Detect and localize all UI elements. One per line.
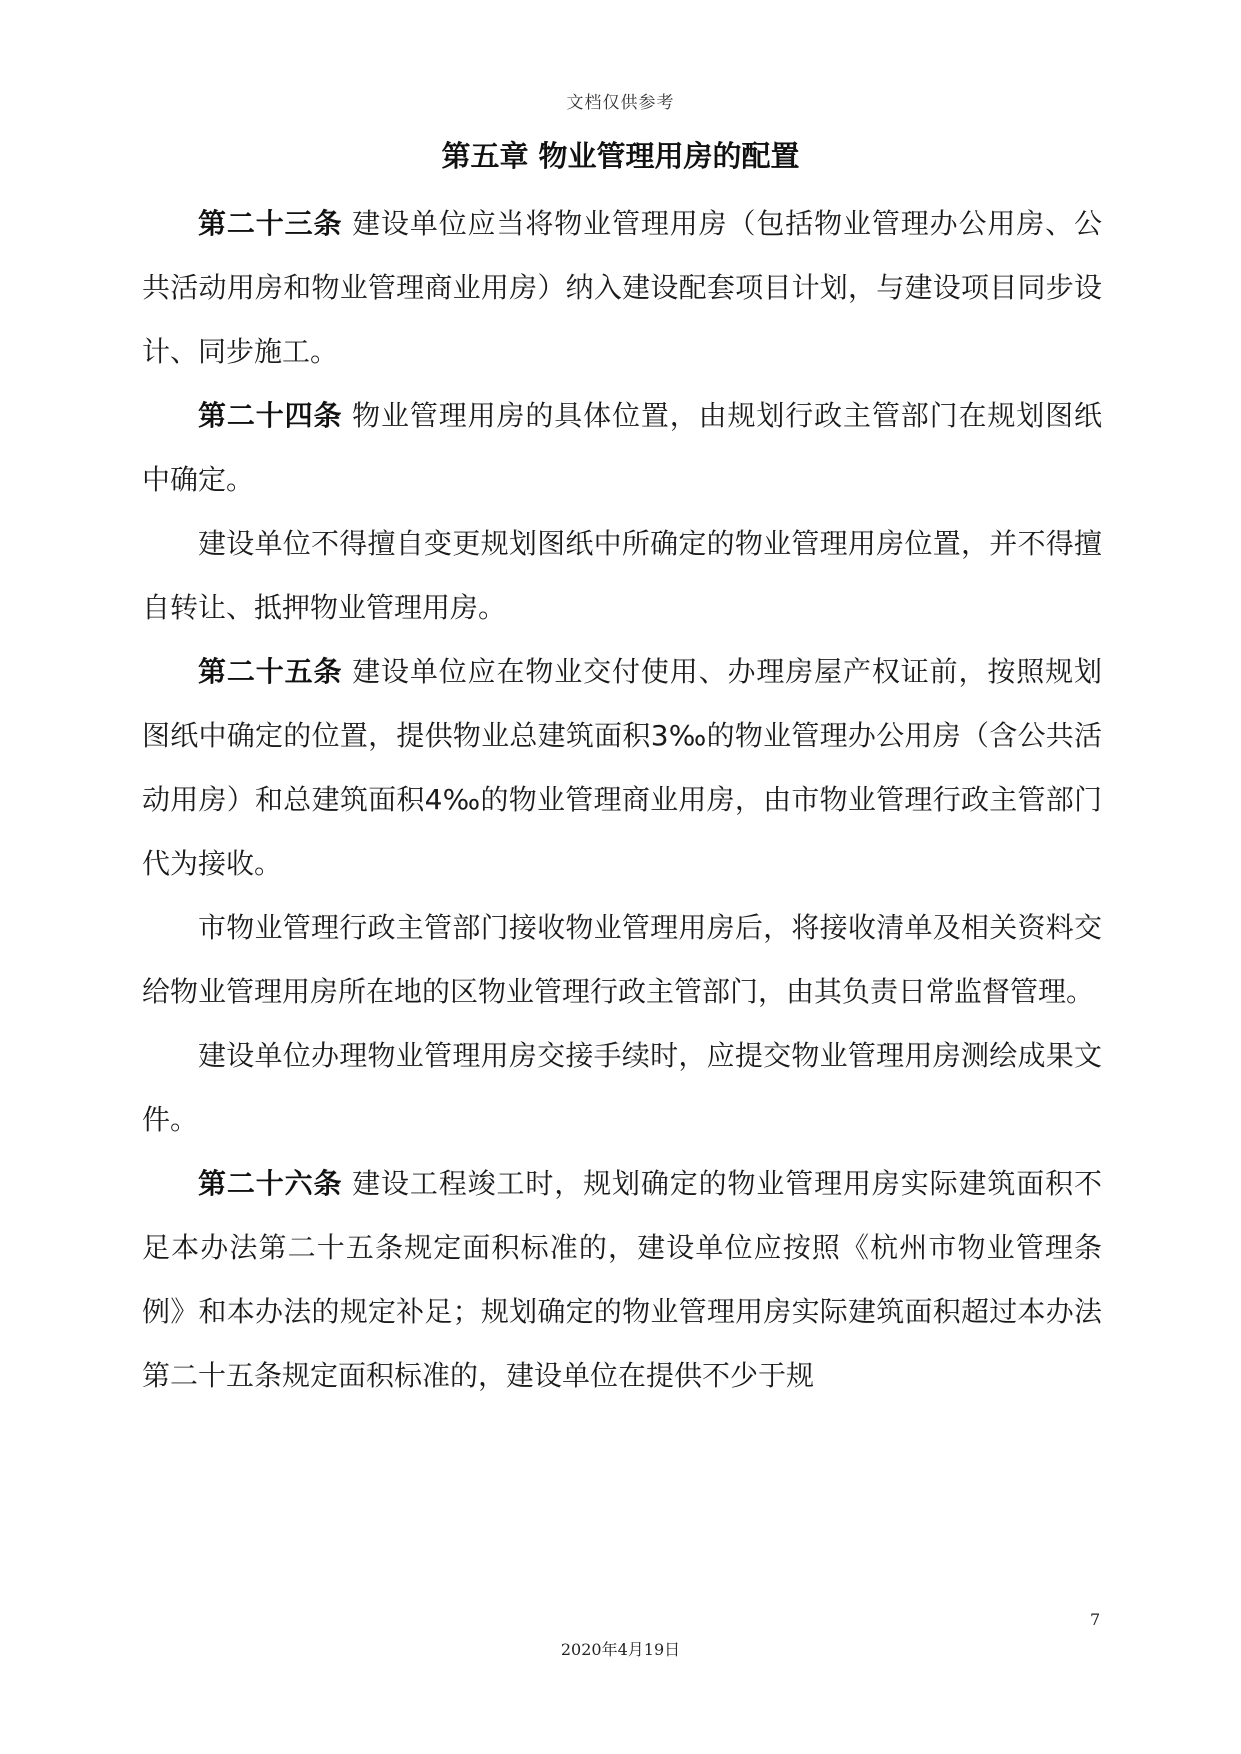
paragraph-article-26 [142,1152,1102,1408]
footer-date: 2020年4月19日 [560,1640,681,1659]
paragraph-article-23 [142,192,1102,384]
paragraph-text: 物业管理用房的具体位置，由规划行政主管部门在规划图纸中确定。 [142,399,1102,496]
paragraph-article-24-clause-2 [142,512,1102,640]
paragraph-text: 建设单位办理物业管理用房交接手续时，应提交物业管理用房测绘成果文件。 [142,1039,1102,1136]
paragraph-article-25-clause-2 [142,896,1102,1024]
page-number: 7 [1090,1610,1101,1629]
paragraph-article-25-clause-3 [142,1024,1102,1152]
paragraph-article-24 [142,384,1102,512]
article-number: 第二十六条 [198,1167,343,1200]
article-number: 第二十三条 [198,207,343,240]
paragraph-text: 市物业管理行政主管部门接收物业管理用房后，将接收清单及相关资料交给物业管理用房所在地的区物业管理行政主管部门，由其负责日常监督管理。 [142,911,1102,1008]
article-number: 第二十四条 [198,399,343,432]
article-number: 第二十五条 [198,655,343,688]
chapter-title: 第五章 物业管理用房的配置 [441,139,800,173]
paragraph-text: 建设单位应在物业交付使用、办理房屋产权证前，按照规划图纸中确定的位置，提供物业总建筑面积3‰的物业管理办公用房（含公共活动用房）和总建筑面积4‰的物业管理商业用房，由市物业管理行政主管部门代为接收。 [142,655,1102,880]
paragraph-text: 建设单位应当将物业管理用房（包括物业管理办公用房、公共活动用房和物业管理商业用房）纳入建设配套项目计划，与建设项目同步设计、同步施工。 [142,207,1102,368]
paragraph-text: 建设工程竣工时，规划确定的物业管理用房实际建筑面积不足本办法第二十五条规定面积标准的，建设单位应按照《杭州市物业管理条例》和本办法的规定补足；规划确定的物业管理用房实际建筑面积超过本办法第二十五条规定面积标准的，建设单位在提供不少于规 [142,1167,1102,1392]
paragraph-text: 建设单位不得擅自变更规划图纸中所确定的物业管理用房位置，并不得擅自转让、抵押物业管理用房。 [142,527,1102,624]
document-body [142,192,1102,1408]
paragraph-article-25 [142,640,1102,896]
header-note: 文档仅供参考 [566,93,675,113]
